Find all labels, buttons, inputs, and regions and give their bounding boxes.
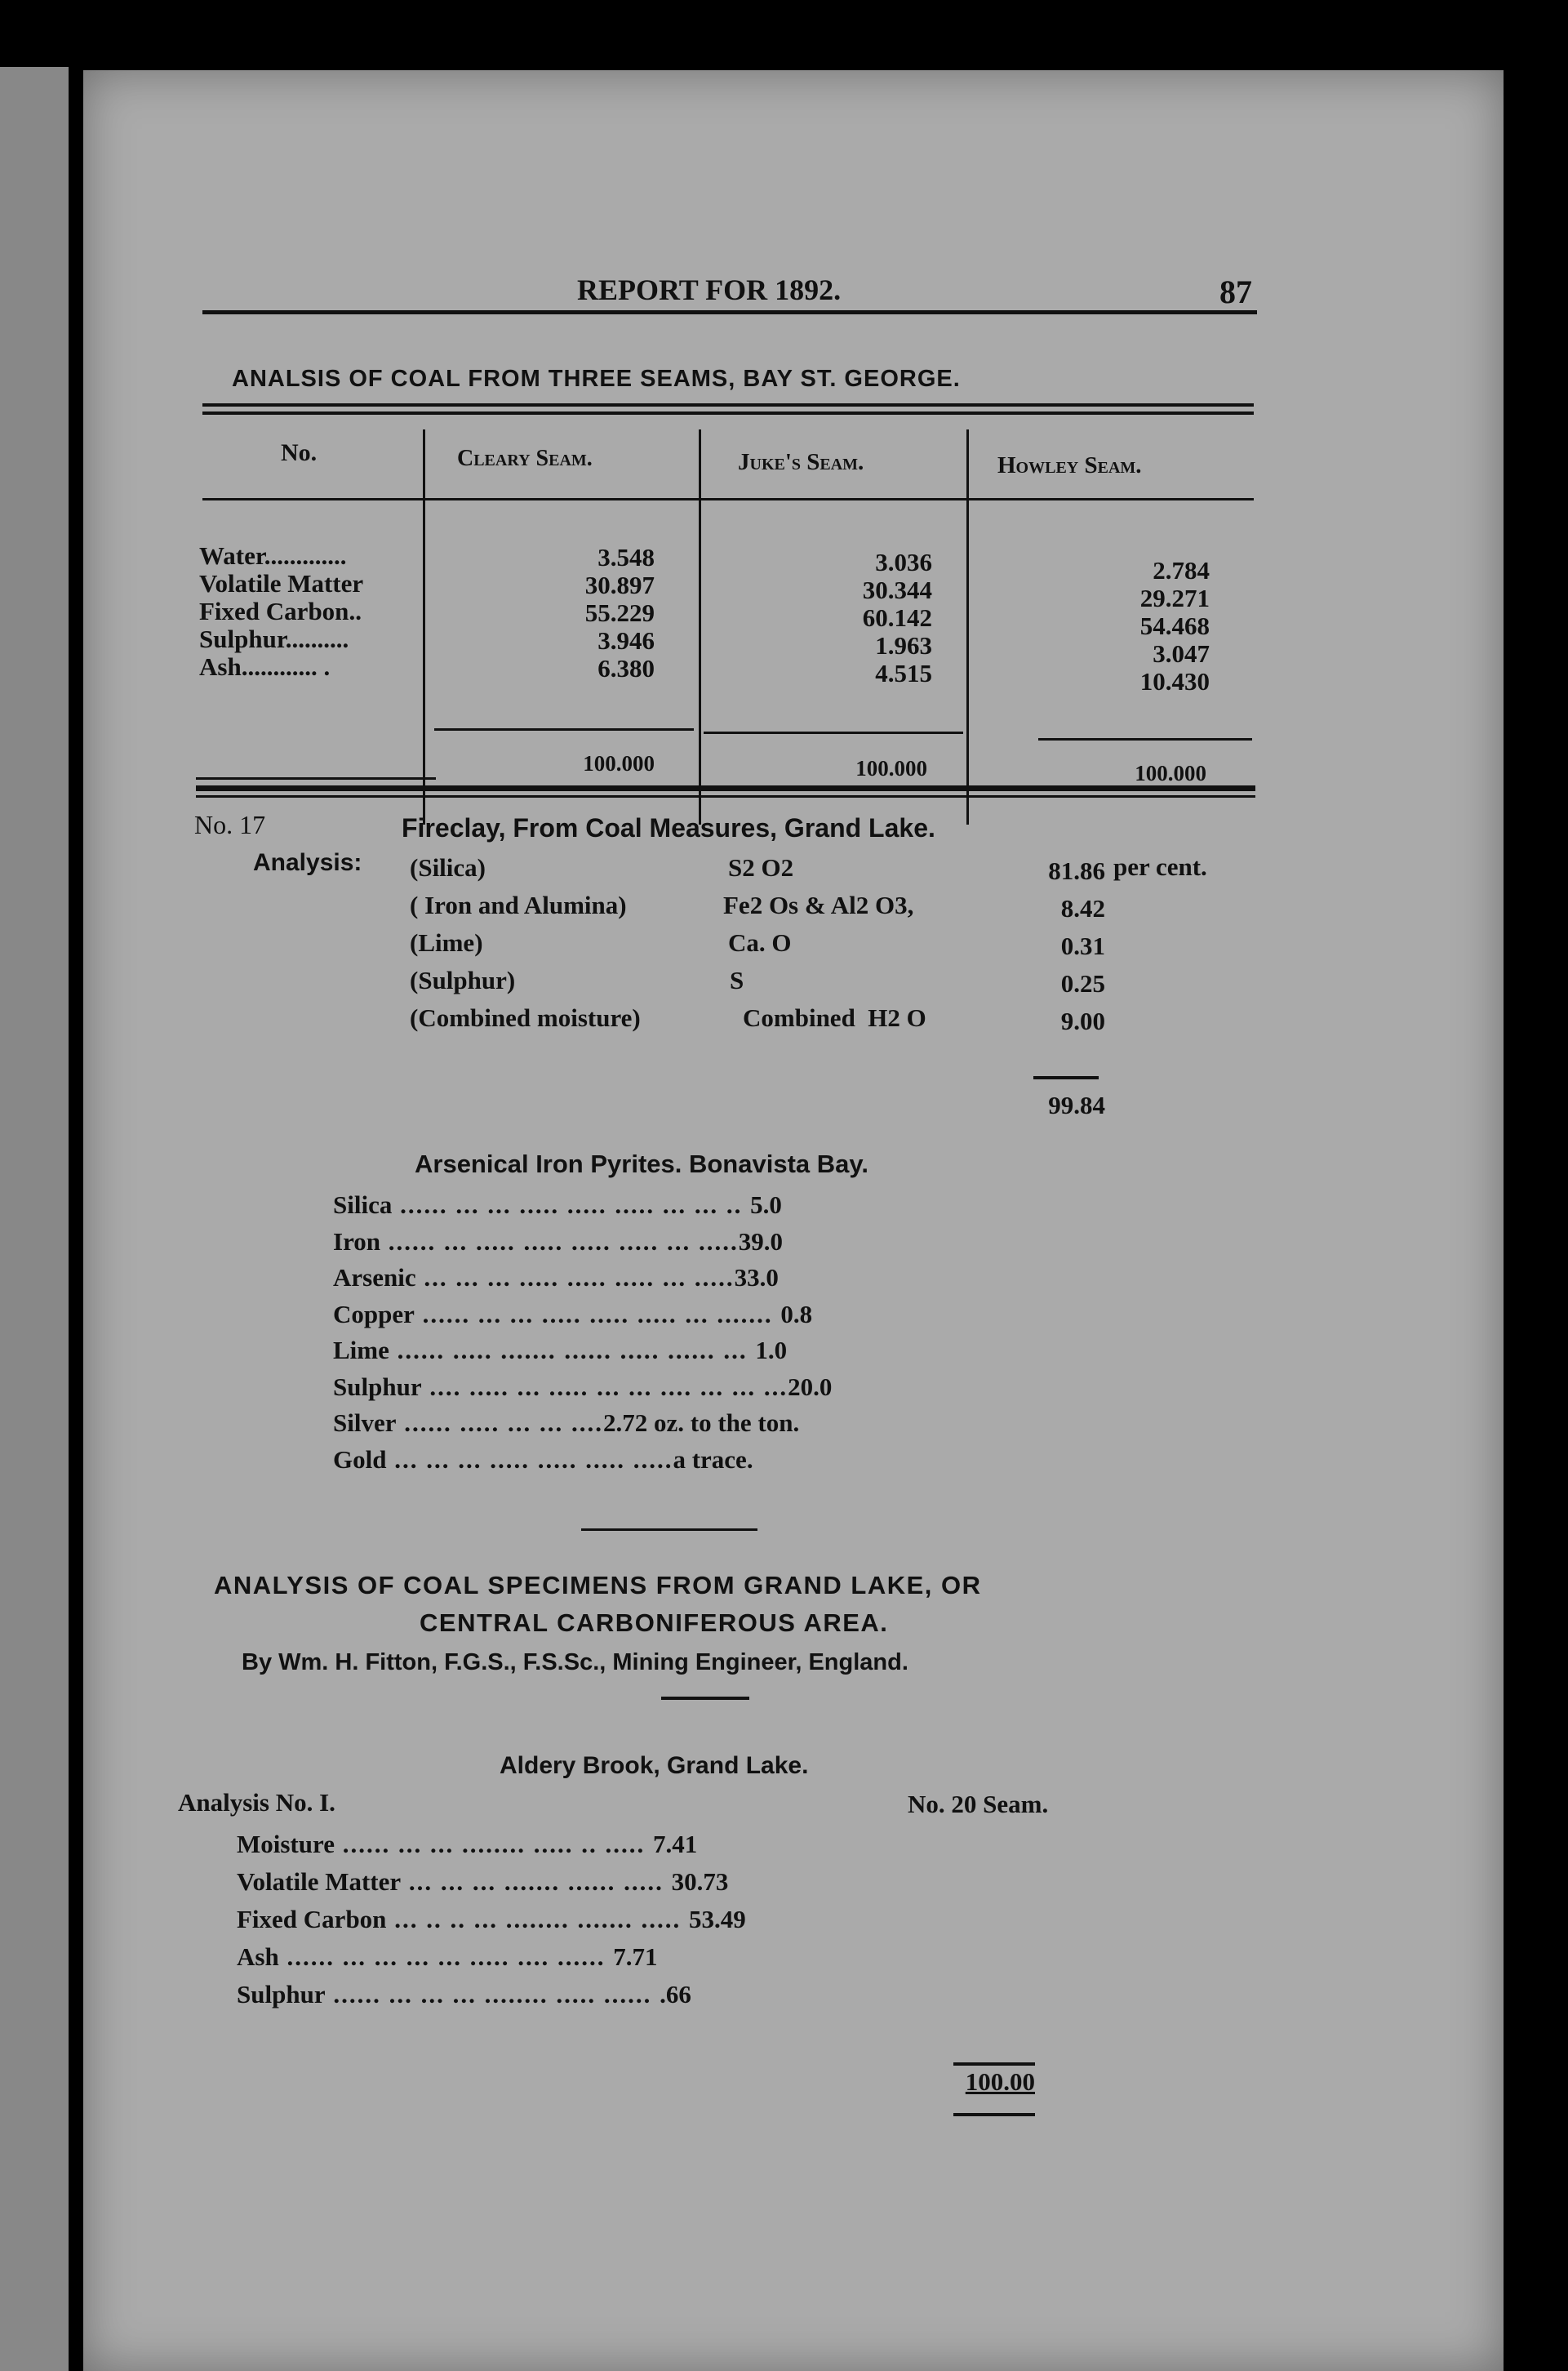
scan-border-right	[1504, 70, 1568, 2371]
jukes-value: 1.963	[875, 631, 932, 660]
fireclay-sum-rule	[1033, 1076, 1099, 1079]
header-rule	[202, 310, 1257, 314]
col-header-cleary: Cleary Seam.	[457, 446, 593, 471]
fireclay-unit: per cent.	[1113, 852, 1207, 881]
grand-lake-title-line1: ANALYSIS OF COAL SPECIMENS FROM GRAND LAKE, OR	[214, 1571, 982, 1599]
jukes-value: 3.036	[875, 548, 932, 576]
fireclay-row-name: (Combined moisture)	[410, 1003, 641, 1032]
howley-total: 100.000	[1135, 761, 1206, 785]
jukes-value: 60.142	[862, 603, 932, 632]
fireclay-row-value: 0.25	[1060, 969, 1105, 998]
col-divider-1	[423, 429, 425, 825]
row-label: Fixed Carbon..	[199, 597, 362, 625]
fireclay-total: 99.84	[1048, 1091, 1105, 1119]
howley-value: 3.047	[1153, 639, 1210, 668]
table-bottom-rule-2	[196, 795, 1255, 798]
cleary-value: 55.229	[584, 598, 655, 627]
fireclay-row-value: 8.42	[1060, 894, 1105, 923]
jukes-sum-rule	[704, 732, 963, 734]
document-page	[83, 70, 1504, 2371]
howley-value: 10.430	[1139, 667, 1210, 696]
fireclay-row-name: (Lime)	[410, 928, 483, 957]
grand-lake-title-line2: CENTRAL CARBONIFEROUS AREA.	[420, 1608, 889, 1637]
pyrites-row: Silica ...... ... ... ..... ..... ..... ... ... .. 5.0	[333, 1190, 782, 1219]
fireclay-title: Fireclay, From Coal Measures, Grand Lake.	[402, 813, 935, 843]
fireclay-analysis-label: Analysis:	[253, 849, 362, 876]
section-divider	[581, 1528, 757, 1531]
jukes-total: 100.000	[855, 756, 927, 781]
fireclay-formulas	[723, 849, 926, 1037]
fireclay-row-value: 81.86	[1048, 856, 1105, 885]
three-seams-title: ANALSIS OF COAL FROM THREE SEAMS, BAY ST. GEORGE.	[232, 366, 961, 392]
grand-lake-total-underline	[953, 2113, 1035, 2116]
table-top-rule-2	[202, 411, 1254, 415]
grand-lake-row: Fixed Carbon ... .. .. ... ........ ....... ..... 53.49	[237, 1905, 746, 1933]
fireclay-row-value: 0.31	[1060, 932, 1105, 960]
fireclay-row-name: (Sulphur)	[410, 966, 516, 994]
jukes-value: 30.344	[862, 576, 932, 604]
pyrites-row: Sulphur .... ..... ... ..... ... ... .... ... ... ...20.0	[333, 1372, 833, 1401]
grand-lake-row: Volatile Matter ... ... ... ....... ...... ..... 30.73	[237, 1867, 729, 1896]
table-bottom-rule-thin	[196, 777, 436, 780]
pyrites-row: Gold ... ... ... ..... ..... ..... .....a trace.	[333, 1444, 753, 1474]
grand-lake-analysis-label: Analysis No. I.	[178, 1788, 335, 1817]
col-header-no: No.	[281, 439, 318, 466]
binding-edge	[69, 67, 83, 2371]
jukes-value: 4.515	[875, 659, 932, 687]
grand-lake-byline: By Wm. H. Fitton, F.G.S., F.S.Sc., Mining Engineer, England.	[242, 1649, 908, 1675]
pyrites-title: Arsenical Iron Pyrites. Bonavista Bay.	[415, 1150, 868, 1178]
col-divider-2	[699, 429, 701, 825]
fireclay-row-formula: Combined H2 O	[743, 1003, 926, 1032]
cleary-value: 3.548	[597, 543, 655, 572]
howley-values	[1095, 557, 1210, 696]
pyrites-row: Copper ...... ... ... ..... ..... ..... ... ....... 0.8	[333, 1299, 813, 1328]
fireclay-row-value: 9.00	[1060, 1007, 1105, 1035]
fireclay-row-formula: Ca. O	[728, 928, 792, 957]
pyrites-row: Lime ...... ..... ....... ...... ..... ...... ... 1.0	[333, 1336, 788, 1364]
byline-rule	[661, 1697, 749, 1700]
adjacent-page-strip	[0, 67, 69, 2371]
grand-lake-list	[237, 1826, 1053, 2013]
pyrites-row: Arsenic ... ... ... ..... ..... ..... ... .....33.0	[333, 1263, 779, 1292]
fireclay-names	[410, 849, 641, 1037]
row-label: Sulphur..........	[199, 625, 349, 653]
pyrites-row: Silver ...... ..... ... ... ....2.72 oz. to the ton.	[333, 1408, 800, 1437]
grand-lake-sum-rule	[953, 2062, 1035, 2066]
running-header: REPORT FOR 1892.	[577, 274, 842, 306]
table-top-rule-1	[202, 403, 1254, 407]
howley-value: 54.468	[1139, 612, 1210, 640]
fireclay-row-formula: S	[730, 966, 744, 994]
row-label: Water.............	[199, 541, 347, 570]
col-header-jukes: Juke's Seam.	[738, 449, 864, 475]
jukes-values	[818, 549, 932, 687]
grand-lake-seam-label: No. 20 Seam.	[908, 1790, 1049, 1818]
fireclay-row-name: (Silica)	[410, 853, 486, 882]
grand-lake-subtitle: Aldery Brook, Grand Lake.	[500, 1752, 809, 1779]
fireclay-values	[1022, 852, 1105, 1040]
cleary-value: 3.946	[597, 626, 655, 655]
col-divider-3	[966, 429, 969, 825]
grand-lake-row: Ash ...... ... ... ... ... ..... .... ...... 7.71	[237, 1942, 658, 1971]
cleary-values	[540, 544, 655, 683]
pyrites-list	[333, 1187, 1149, 1478]
row-label: Volatile Matter	[199, 569, 364, 598]
three-seams-labels	[199, 542, 363, 681]
cleary-sum-rule	[434, 728, 694, 731]
fireclay-number: No. 17	[194, 810, 266, 839]
table-bottom-rule	[196, 785, 1255, 791]
cleary-value: 30.897	[584, 571, 655, 599]
row-label: Ash............ .	[199, 652, 331, 681]
pyrites-row: Iron ...... ... ..... ..... ..... ..... ... .....39.0	[333, 1226, 784, 1256]
fireclay-row-formula: Fe2 Os & Al2 O3,	[723, 891, 914, 919]
howley-value: 2.784	[1153, 556, 1210, 585]
cleary-value: 6.380	[597, 654, 655, 683]
grand-lake-row: Moisture ...... ... ... ........ ..... .. ..... 7.41	[237, 1830, 698, 1858]
col-header-howley: Howley Seam.	[997, 452, 1142, 478]
cleary-total: 100.000	[583, 751, 655, 776]
howley-value: 29.271	[1139, 584, 1210, 612]
header-bottom-rule	[202, 498, 1254, 500]
grand-lake-total: 100.00	[965, 2067, 1035, 2096]
fireclay-row-formula: S2 O2	[728, 853, 794, 882]
fireclay-row-name: ( Iron and Alumina)	[410, 891, 627, 919]
howley-sum-rule	[1038, 738, 1252, 741]
grand-lake-row: Sulphur ...... ... ... ... ........ ..... ...... .66	[237, 1980, 691, 2008]
page-number: 87	[1219, 274, 1252, 310]
